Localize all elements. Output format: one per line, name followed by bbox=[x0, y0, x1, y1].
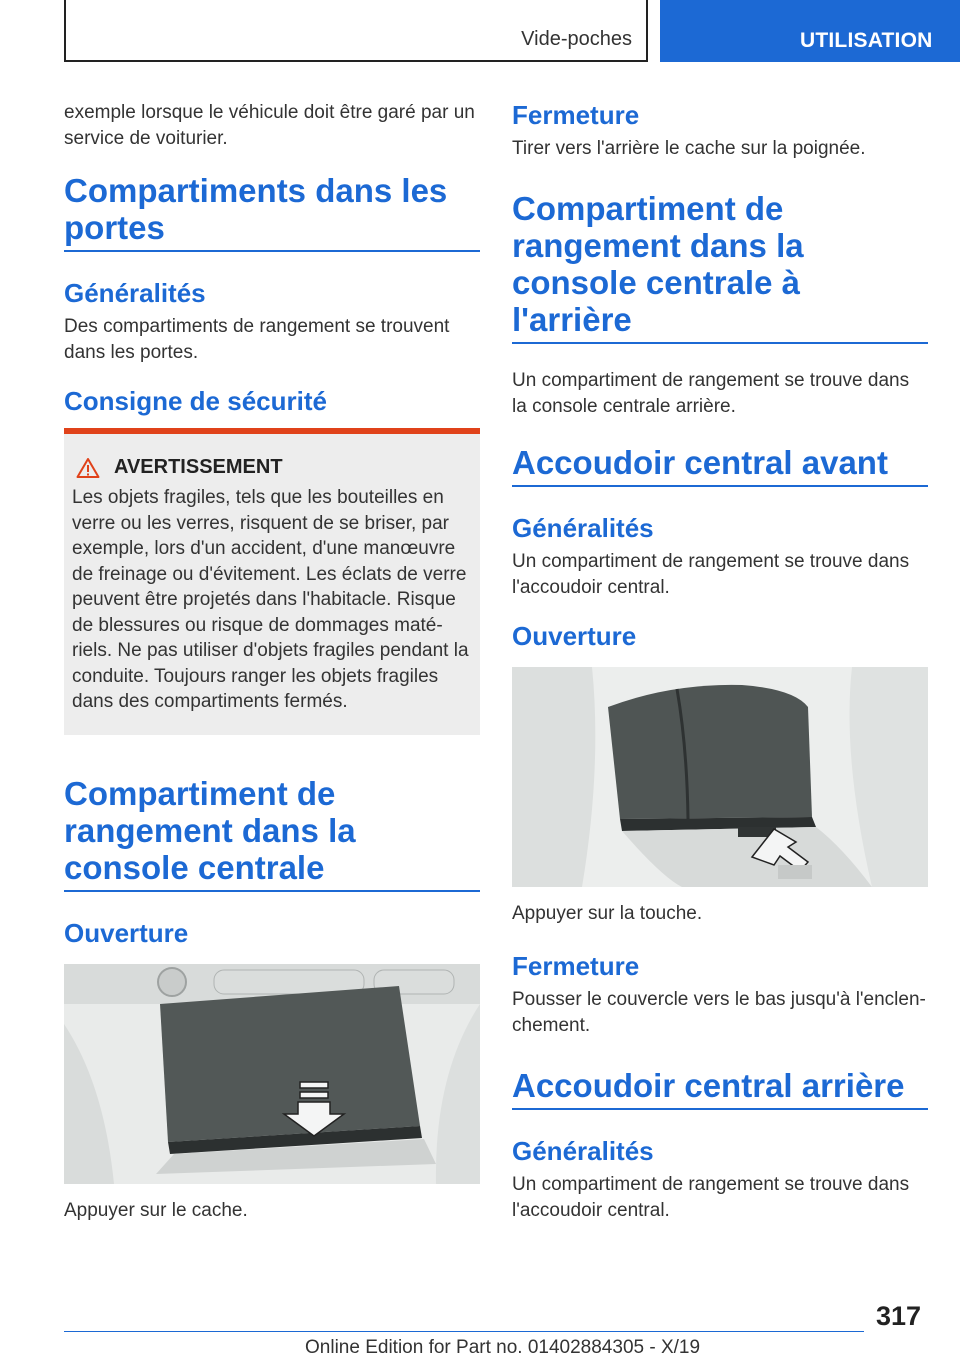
heading-center-console: Compartiment de rangement dans la console centrale bbox=[64, 775, 480, 892]
closing-armrest-text: Pousser le couvercle vers le bas jusqu'à l'enclenchement. bbox=[512, 989, 926, 1036]
right-column bbox=[512, 100, 928, 1224]
warning-title: AVERTISSEMENT bbox=[114, 456, 283, 478]
heading-safety: Consigne de sécurité bbox=[64, 386, 327, 416]
heading-door-compartments: Compartiments dans les portes bbox=[64, 172, 480, 252]
rear-console-text: Un compartiment de rangement se trouve dans la console centrale arrière. bbox=[512, 370, 910, 417]
page-number: 317 bbox=[876, 1301, 922, 1331]
caption-press-cover: Appuyer sur le cache. bbox=[64, 1199, 248, 1221]
general-text: Des compartiments de rangement se trouvent dans les portes. bbox=[64, 316, 450, 363]
footer-edition: Online Edition for Part no. 01402884305 - X/19 bbox=[305, 1337, 701, 1358]
footer-divider bbox=[64, 1331, 864, 1332]
warning-box bbox=[64, 428, 480, 735]
header-chapter-tab bbox=[660, 0, 960, 62]
heading-rear-center-console: Compartiment de rangement dans la console centrale à l'arrière bbox=[512, 190, 928, 344]
warning-header bbox=[72, 456, 472, 479]
heading-general-rear: Généralités bbox=[512, 1136, 654, 1166]
center-console-cover-illustration bbox=[64, 964, 480, 1184]
front-armrest-button-illustration bbox=[512, 667, 928, 887]
warning-triangle-icon bbox=[76, 457, 100, 479]
rear-armrest-text: Un compartiment de rangement se trouve dans l'accoudoir central. bbox=[512, 1174, 910, 1221]
caption-press-button: Appuyer sur la touche. bbox=[512, 903, 703, 924]
front-armrest-text: Un compartiment de rangement se trouve dans l'accoudoir central. bbox=[512, 551, 910, 598]
heading-opening: Ouverture bbox=[64, 917, 189, 948]
header-section-title: Vide-poches bbox=[521, 28, 632, 50]
heading-general-front: Généralités bbox=[512, 513, 654, 543]
closing-text: Tirer vers l'arrière le cache sur la poignée. bbox=[512, 138, 866, 159]
left-column bbox=[64, 100, 480, 1224]
heading-rear-armrest: Accoudoir central arrière bbox=[512, 1067, 928, 1110]
heading-front-armrest: Accoudoir central avant bbox=[512, 444, 928, 487]
heading-closing-armrest: Fermeture bbox=[512, 951, 640, 981]
header-chapter-label: UTILISATION bbox=[800, 29, 933, 52]
heading-opening-armrest: Ouverture bbox=[512, 621, 637, 651]
heading-general: Généralités bbox=[64, 278, 206, 308]
warning-text: Les objets fragiles, tels que les bouteilles en verre ou les verres, risquent de se briser, par exemple, lors d'un accident, d'une manœuvre de freinage ou d'évitement. Les éclats de verre peuvent être projetés dans l'habitacle. Risque de blessures ou risque de dommages matériels. Ne pas utiliser d'objets fragiles pendant la conduite. Toujours ranger les objets fragiles dans des compartiments fermés. bbox=[72, 487, 469, 712]
heading-closing: Fermeture bbox=[512, 100, 640, 130]
intro-text: exemple lorsque le véhicule doit être garé par un service de voiturier. bbox=[64, 102, 475, 149]
header-section-box bbox=[64, 0, 648, 62]
